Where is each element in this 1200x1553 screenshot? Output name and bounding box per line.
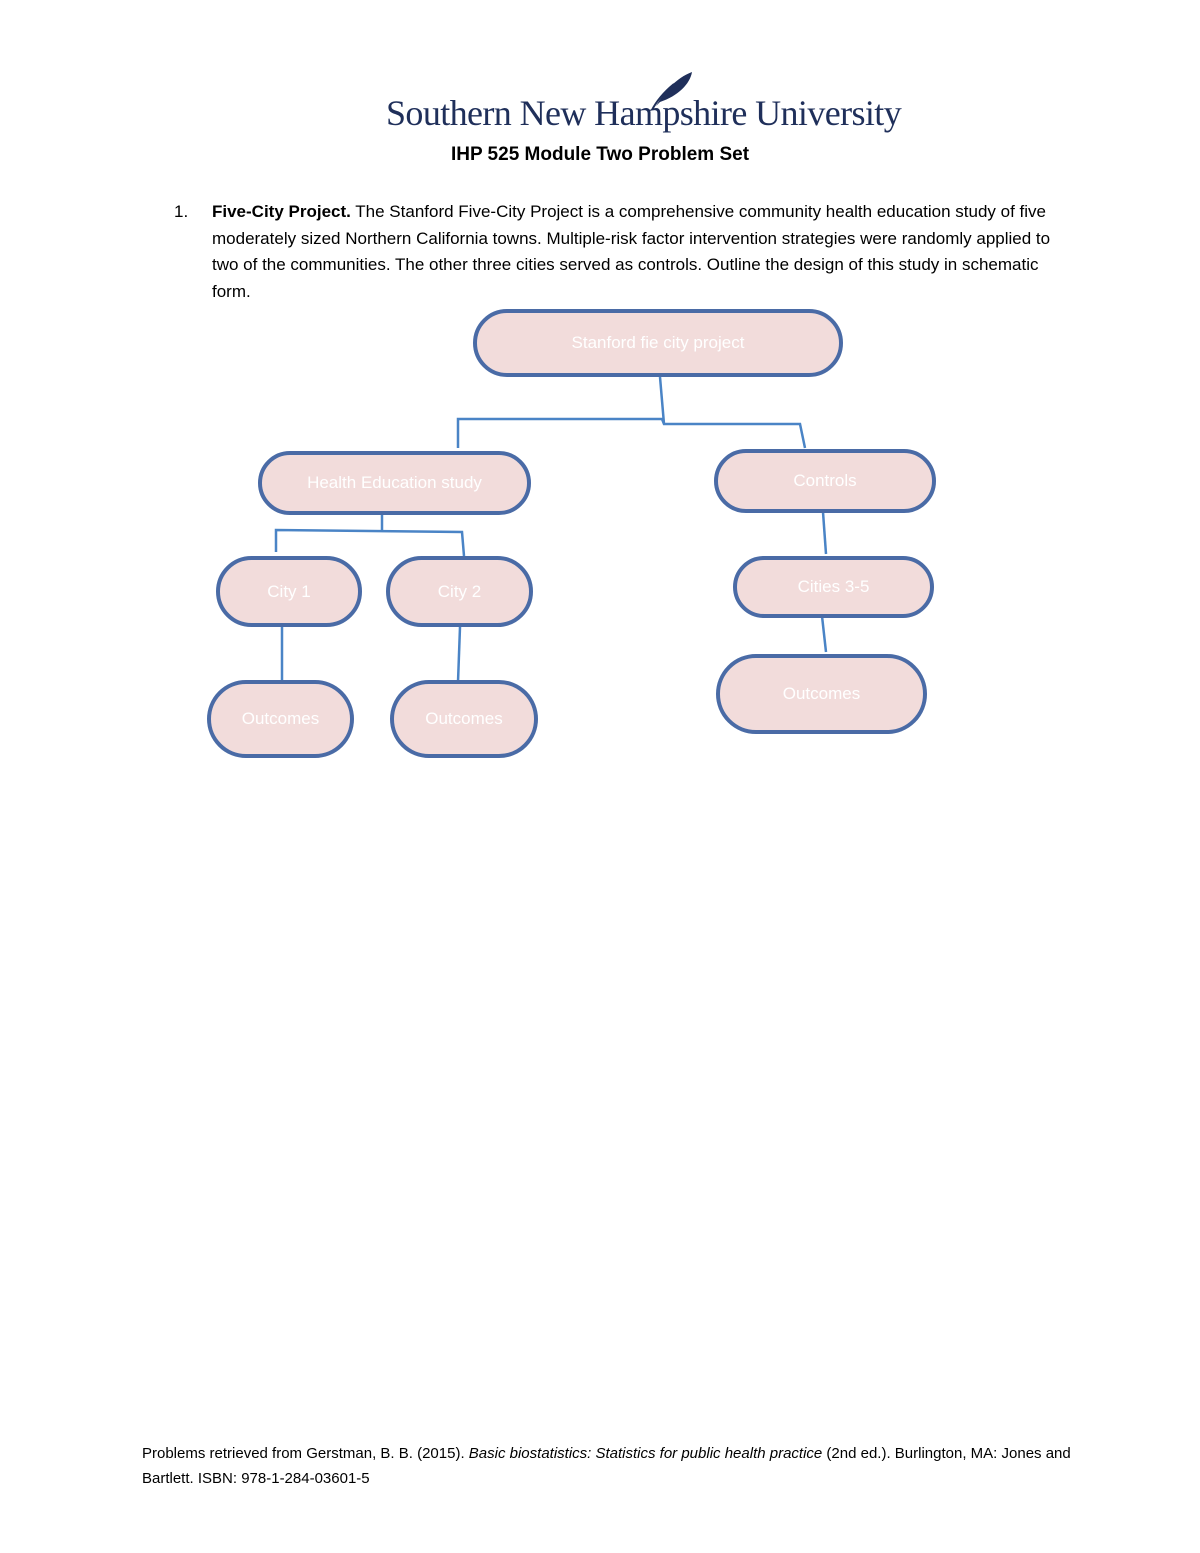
problem-lead: Five-City Project.	[212, 202, 351, 221]
connector-he-branch	[276, 530, 464, 556]
citation-footer	[142, 1441, 1082, 1491]
university-logo	[386, 70, 902, 136]
problem-body	[212, 199, 1074, 305]
node-health-education: Health Education study	[258, 451, 531, 515]
node-outcomes-cities-3-5: Outcomes	[716, 654, 927, 734]
node-controls: Controls	[714, 449, 936, 513]
connector-root-down	[660, 377, 664, 424]
node-outcomes-city-2: Outcomes	[390, 680, 538, 758]
document-title: IHP 525 Module Two Problem Set	[450, 144, 750, 165]
node-city-2: City 2	[386, 556, 533, 627]
connector-root-branch	[458, 419, 805, 448]
node-cities-3-5: Cities 3-5	[733, 556, 934, 618]
problem-1	[174, 199, 1074, 305]
citation-book-title: Basic biostatistics: Statistics for public health practice	[468, 1445, 823, 1462]
logo-text: Southern New Hampshire University	[386, 93, 902, 133]
connector-controls-down	[823, 512, 826, 554]
citation-suffix: (2nd ed.). Burlington, MA: Jones and Bartlett. ISBN: 978-1-284-03601-5	[142, 1445, 1071, 1487]
connector-cities35-down	[822, 616, 826, 652]
citation-prefix: Problems retrieved from Gerstman, B. B. (2015).	[142, 1445, 469, 1462]
problem-text: The Stanford Five-City Project is a comprehensive community health education study of five moderately sized Northern California towns. Multiple-risk factor intervention strategies were randomly applied to two of the communities. The other three cities served as controls. Outline the design of this study in schematic form.	[212, 202, 1051, 301]
node-outcomes-city-1: Outcomes	[207, 680, 354, 758]
connector-city2-down	[458, 627, 460, 682]
node-city-1: City 1	[216, 556, 362, 627]
node-root: Stanford fie city project	[473, 309, 843, 377]
problem-number: 1.	[174, 202, 189, 221]
